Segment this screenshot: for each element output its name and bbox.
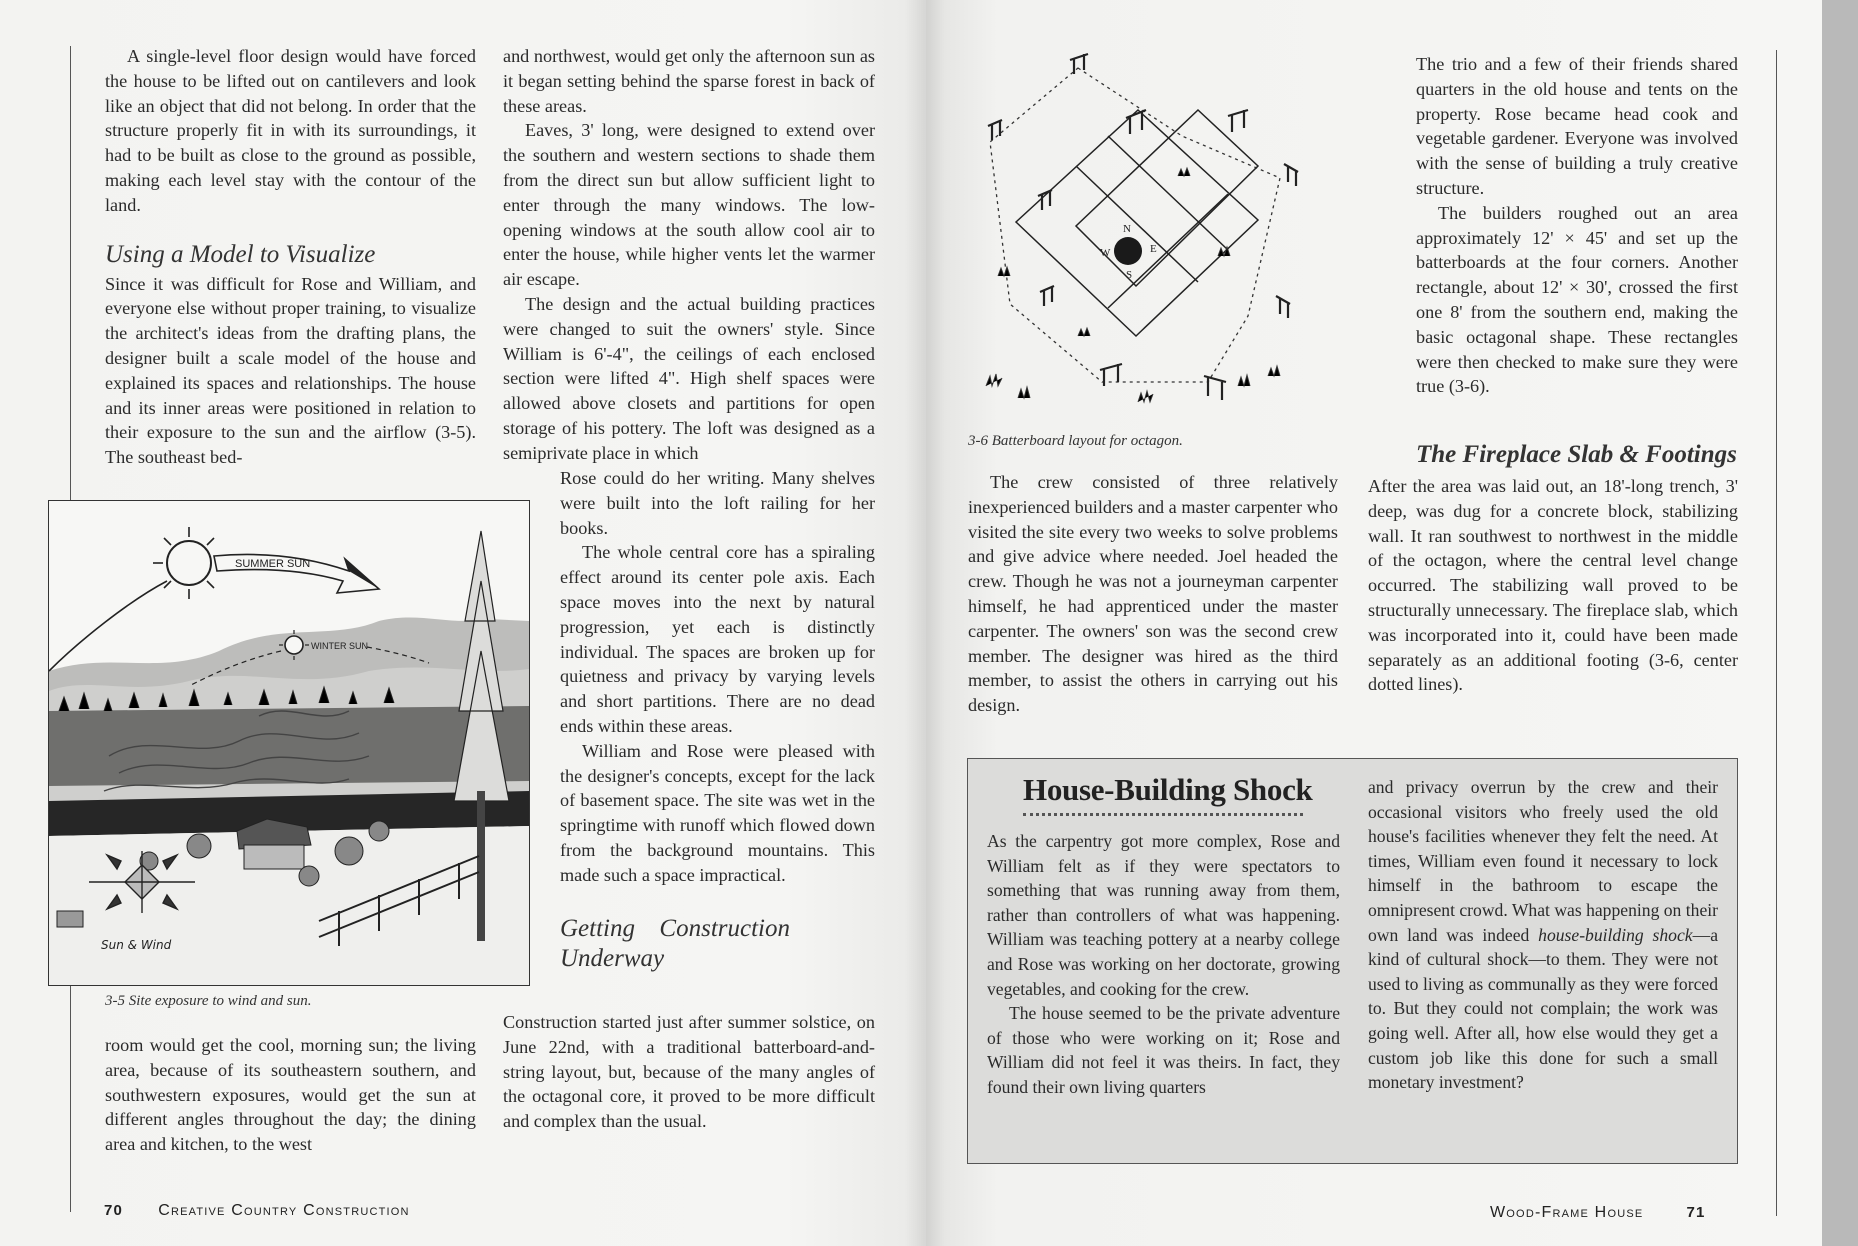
text-run: and privacy overrun by the crew and their occasional visitors who freely used the old house's facilities whenever they felt the need. At times, William even found it necessary to lock himself in the bathroom to escape the omnipresent crowd. What was happening on their own land was indeed xyxy=(1368,777,1718,945)
right-margin-rule xyxy=(1776,50,1777,1216)
sidebar-title-rule xyxy=(1023,813,1303,816)
left-column-2-top xyxy=(503,44,875,466)
compass-s: S xyxy=(1126,269,1133,281)
heading-getting-construction: Getting Construction Underway xyxy=(560,914,790,972)
emphasis-house-building-shock: house-building shock xyxy=(1538,924,1693,945)
running-head: Creative Country Construction xyxy=(158,1202,410,1219)
summer-sun-icon xyxy=(153,527,225,599)
paragraph: Rose could do her writing. Many shelves were built into the loft railing for her books. xyxy=(560,468,875,538)
figure-octagon-layout xyxy=(978,46,1308,432)
page-number: 70 xyxy=(104,1202,124,1219)
paragraph: room would get the cool, morning sun; the living area, because of its southeastern southern, and southwestern exposures, would get the sun at different angles throughout the day; the dining area and kitchen, to the west xyxy=(105,1035,476,1155)
paragraph: The crew consisted of three relatively inexperienced builders and a master carpenter who visited the site every two weeks to solve problems and give advice where needed. Joel headed the crew. Though he was not a journeyman carpenter himself, he had apprenticed under the master carpenter. The owners' son was the second crew member. The designer was hired as the third member, to assist the others in carrying out his design. xyxy=(968,472,1338,716)
house-icon xyxy=(237,819,311,869)
site-exposure-illustration xyxy=(49,501,529,985)
paragraph: William and Rose were pleased with the designer's concepts, except for the lack of basement space. The site was wet in the springtime with runoff which flowed down from the background mountains. This made such a space impractical. xyxy=(560,740,875,885)
paragraph: The builders roughed out an area approximately 12' × 45' and set up the batterboards at the four corners. Another rectangle, about 12' × 30', crossed the first one 8' from the southern end, making the basic octagonal shape. These rectangles were then checked to make sure they were true (3-6). xyxy=(1416,202,1738,397)
paragraph: Construction started just after summer solstice, on June 22nd, with a traditional batterboard-and-string layout, but, because of the many angles of the octagonal core, it proved to be more difficult and complex than the usual. xyxy=(503,1012,875,1132)
sidebar-house-building-shock xyxy=(967,758,1738,1164)
book-spine-shadow xyxy=(905,0,945,1246)
paragraph xyxy=(1368,775,1718,1095)
sidebar-title: House-Building Shock xyxy=(1023,772,1313,807)
left-column-2-narrow xyxy=(560,466,875,974)
heading-using-a-model: Using a Model to Visualize xyxy=(105,240,376,268)
winter-sun-label: WINTER SUN xyxy=(311,641,368,651)
compass-n: N xyxy=(1123,223,1131,235)
figure-site-exposure xyxy=(48,500,530,986)
paragraph: As the carpentry got more complex, Rose and William felt as if they were spectators to something that was running away from them, rather than controllers of what was happening. William was teaching pottery at a nearby college and Rose was working on her doctorate, growing vegetables, and cooking for the crew. xyxy=(987,831,1340,999)
paragraph: A single-level floor design would have forced the house to be lifted out on cantilevers and look like an object that did not belong. In order that the structure properly fit in with its surroundings, it had to be built as close to the ground as possible, making each level stay with the contour of the land. xyxy=(105,46,476,215)
left-column-1-top xyxy=(105,44,476,470)
right-column-crew xyxy=(968,470,1338,718)
paragraph: and northwest, would get only the afternoon sun as it began setting behind the sparse forest in back of these areas. xyxy=(503,46,875,116)
heading-fireplace-slab: The Fireplace Slab & Footings xyxy=(1416,441,1737,468)
figure-caption-3-5: 3-5 Site exposure to wind and sun. xyxy=(105,993,312,1009)
figure-caption-3-6: 3-6 Batterboard layout for octagon. xyxy=(968,433,1183,449)
paragraph: The house seemed to be the private adventure of those who were working on it; Rose and William did not feel it was theirs. In fact, they found their own living quarters xyxy=(987,1003,1340,1097)
sun-wind-label: Sun & Wind xyxy=(101,938,172,952)
sidebar-column-1 xyxy=(987,829,1340,1100)
left-column-2-bottom xyxy=(503,1010,875,1134)
compass-w: W xyxy=(1100,247,1111,259)
page-edge-strip xyxy=(1822,0,1858,1246)
paragraph: Since it was difficult for Rose and William, and everyone else without proper training, to visualize the architect's ideas from the drafting plans, the designer built a scale model of the house and explained its spaces and relationships. The house and its inner areas were positioned in relation to their exposure to the sun and the airflow (3-5). The southeast bed- xyxy=(105,273,476,468)
left-column-1-bottom xyxy=(105,1033,476,1157)
sidebar-column-2 xyxy=(1368,775,1718,1095)
running-head: Wood-Frame House xyxy=(1490,1204,1644,1221)
left-folio xyxy=(104,1202,410,1220)
paragraph: Eaves, 3' long, were designed to extend over the southern and western sections to shade them from the direct sun but allow sufficient light to enter through the many windows. The low-opening windows at the south allow cool air to enter the house, while higher vents let the warmer air escape. xyxy=(503,120,875,290)
right-column-top xyxy=(1416,52,1738,399)
left-page xyxy=(0,0,926,1246)
page-number: 71 xyxy=(1686,1204,1706,1221)
summer-sun-label: SUMMER SUN xyxy=(235,558,311,570)
paragraph: The whole central core has a spiraling effect around its center pole axis. Each space moves into the next by natural progression, yet each is distinctly individual. The spaces are broken up for quietness and privacy by varying levels and short partitions. There are no dead ends within these areas. xyxy=(560,542,875,736)
text-run: —a kind of cultural shock—to them. They were not used to living as communally as they were forced to. But they could not complain; the work was going well. After all, how else would they get a custom job like this done for such a small monetary investment? xyxy=(1368,924,1718,1093)
paragraph: After the area was laid out, an 18'-long trench, 3' deep, was dug for a concrete block, stabilizing wall. It ran southwest to northwest in the middle of the octagon, where the central level change occurred. The stabilizing wall proved to be structurally unnecessary. The fireplace slab, which was incorporated into it, could have been made separately as an additional footing (3-6, center dotted lines). xyxy=(1368,476,1738,695)
right-column-fireplace xyxy=(1368,440,1738,697)
paragraph: The trio and a few of their friends shared quarters in the old house and tents on the property. Rose became head cook and vegetable gardener. Everyone was involved with the sense of building a truly creative structure. xyxy=(1416,54,1738,198)
paragraph: The design and the actual building practices were changed to suit the owners' style. Since William is 6'-4", the ceilings of each enclosed section were lifted 4". High shelf spaces were allowed above closets and partitions for open storage of his pottery. The loft was designed as a semiprivate place in which xyxy=(503,293,875,463)
compass-e: E xyxy=(1150,243,1157,255)
right-folio xyxy=(1490,1204,1706,1222)
